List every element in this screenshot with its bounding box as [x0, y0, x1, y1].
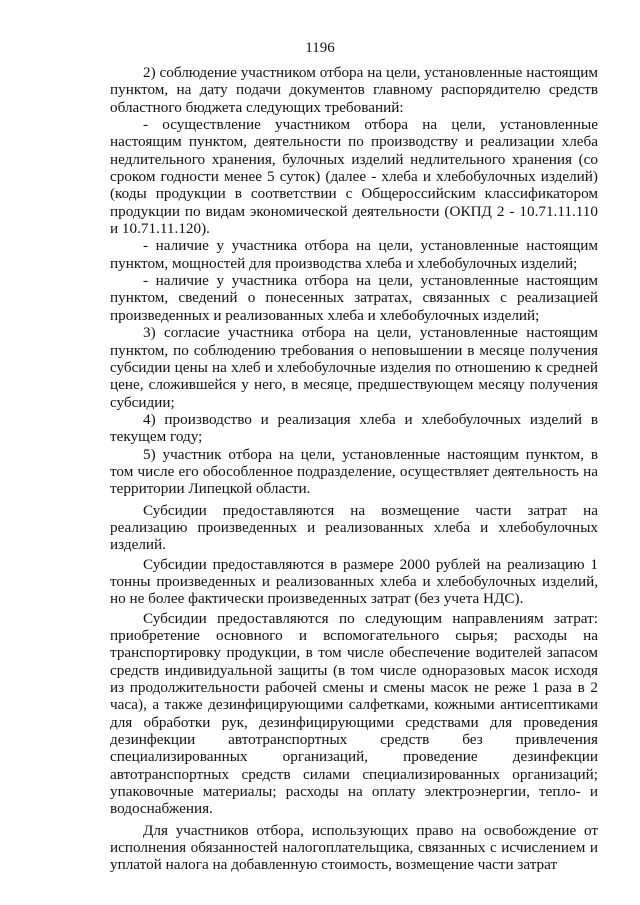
- paragraph-price-consent: 3) согласие участника отбора на цели, установленные настоящим пунктом, по соблюдению требования о неповышении в месяце получения субсидии цены на хлеб и хлебобулочные изделия по отношению к средней цене, сложившейся у него, в месяце, предшествующем месяцу получения субсидии;: [110, 324, 598, 411]
- paragraph-subsidy-purpose: Субсидии предоставляются на возмещение части затрат на реализацию произведенных и реализованных хлеба и хлебобулочных изделий.: [110, 501, 598, 554]
- paragraph-capacity-requirement: - наличие у участника отбора на цели, установленные настоящим пунктом, мощностей для производства хлеба и хлебобулочных изделий;: [110, 237, 598, 272]
- document-body: [110, 64, 598, 874]
- paragraph-activity-requirement: - осуществление участником отбора на цели, установленные настоящим пунктом, деятельности по производству и реализации хлеба недлительного хранения, булочных изделий недлительного хранения (со сроком годности менее 5 суток) (далее - хлеба и хлебобулочных изделий) (коды продукции в соответствии с Общероссийским классификатором продукции по видам экономической деятельности (ОКПД 2 - 10.71.11.110 и 10.71.11.120).: [110, 116, 598, 238]
- paragraph-costs-requirement: - наличие у участника отбора на цели, установленные настоящим пунктом, сведений о понесенных затратах, связанных с реализацией произведенных и реализованных хлеба и хлебобулочных изделий;: [110, 272, 598, 324]
- paragraph-cost-directions: Субсидии предоставляются по следующим направлениям затрат: приобретение основного и вспомогательного сырья; расходы на транспортировку продукции, в том числе обеспечение водителей запасом средств индивидуальной защиты (в том числе одноразовых масок исходя из продолжительности рабочей смены и смены масок не реже 1 раза в 2 часа), а также дезинфицирующими салфетками, кожными антисептиками для обработки рук, дезинфицирующими средствами для проведения дезинфекции автотранспортных средств без привлечения специализированных организаций, проведение дезинфекции автотранспортных средств силами специализированных организаций; упаковочные материалы; расходы на оплату электроэнергии, тепло- и водоснабжения.: [110, 609, 598, 818]
- paragraph-lipetsk-territory: 5) участник отбора на цели, установленные настоящим пунктом, в том числе его обособленное подразделение, осуществляет деятельность на территории Липецкой области.: [110, 445, 598, 498]
- paragraph-production-current-year: 4) производство и реализация хлеба и хлебобулочных изделий в текущем году;: [110, 410, 598, 446]
- paragraph-requirements-intro: 2) соблюдение участником отбора на цели, установленные настоящим пунктом, на дату подачи документов главному распорядителю средств областного бюджета следующих требований:: [110, 64, 598, 116]
- paragraph-subsidy-amount: Субсидии предоставляются в размере 2000 рублей на реализацию 1 тонны произведенных и реализованных хлеба и хлебобулочных изделий, но не более фактически произведенных затрат (без учета НДС).: [110, 555, 598, 608]
- page-number: 1196: [305, 40, 335, 56]
- paragraph-vat-exempt: Для участников отбора, использующих право на освобождение от исполнения обязанностей налогоплательщика, связанных с исчислением и уплатой налога на добавленную стоимость, возмещение части затрат: [110, 821, 598, 874]
